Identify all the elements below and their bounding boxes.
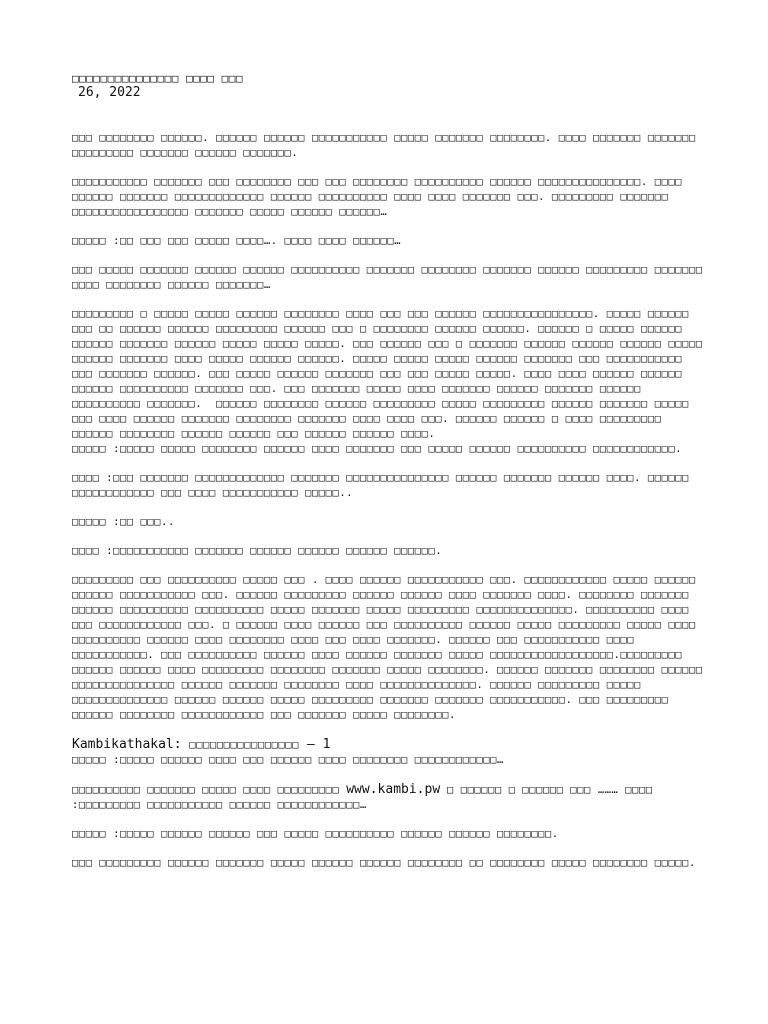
dialogue-line: □□□□ :□□□ □□□□□□□ □□□□□□□□□□□□□ □□□□□□□ □□□□□□□□□□□□□□□ □□□□□□ □□□□□□□ □□□□□□ □□□□. □□□□□□ □□□□□□□□□□□□ □□□ □□□□ □□□□□□□□□□□ □□□□□..	[72, 472, 696, 499]
site-paragraph	[72, 782, 708, 813]
author-byline: □□□□□□□□□□□□□□□ □□□□ □□□	[72, 72, 243, 85]
paragraph: □□□ □□□□□□□□ □□□□□□. □□□□□□ □□□□□□ □□□□□□□□□□□ □□□□□ □□□□□□□ □□□□□□□□. □□□□ □□□□□□□ □□□□□□□ □□□□□□□□□ □□□□□□□ □□□□□□ □□□□□□□.	[72, 132, 703, 159]
site-link[interactable]: www.kambi.pw	[346, 782, 441, 797]
dialogue-line: □□□□□ :□□ □□□ □□□ □□□□□ □□□□…. □□□□ □□□□ □□□□□□…	[72, 235, 402, 247]
related-story-suffix: – 1	[299, 737, 331, 752]
post-date: 26, 2022	[78, 85, 141, 100]
paragraph: □□□ □□□□□ □□□□□□□ □□□□□□ □□□□□□ □□□□□□□□□□ □□□□□□□ □□□□□□□□ □□□□□□□ □□□□□□ □□□□□□□□□ □□□□□□□ □□□□ □□□□□□□□ □□□□□□ □□□□□□□…	[72, 264, 710, 291]
site-text-before: □□□□□□□□□□ □□□□□□□ □□□□□ □□□□ □□□□□□□□□	[72, 784, 347, 796]
paragraph: □□□□□□□□□ □ □□□□□ □□□□□ □□□□□□ □□□□□□□□ □□□□ □□□ □□□ □□□□□□ □□□□□□□□□□□□□□□□. □□□□□ □□□□□□ □□□ □□ □□□□□□ □□□□□□ □□□□□□□□□ □□□□□□ □□□ □ □□□□□□□□ □□□□□□ □□□□□□. □□□□□□ □ □□□□□ □□□□□□ □□□□□□ □□□□□□□ □□□□□□ □□□□□ □□□□□ □□□□□. □□□ □□□□□□ □□□ □ □□□□□□□ □□□□□□ □□□□□□ □□□□□□ □□□□□ □□□□□□ □□□□□□□ □□□□ □□□□□ □□□□□□ □□□□□□. □□□□□ □□□□□ □□□□□ □□□□□□ □□□□□□□ □□□ □□□□□□□□□□□ □□□ □□□□□□□ □□□□□□. □□□ □□□□□ □□□□□□ □□□□□□□ □□□ □□□ □□□□□ □□□□□. □□□□ □□□□ □□□□□□ □□□□□□ □□□□□□ □□□□□□□□□□ □□□□□□□ □□□. □□□ □□□□□□□ □□□□□ □□□□ □□□□□□□ □□□□□□ □□□□□□□ □□□□□□ □□□□□□□□□□ □□□□□□□. □□□□□□ □□□□□□□□ □□□□□□ □□□□□□□□□ □□□□□ □□□□□□□□□ □□□□□□ □□□□□□□ □□□□□ □□□ □□□□ □□□□□□ □□□□□□□ □□□□□□□□ □□□□□□□ □□□□ □□□□ □□□. □□□□□□ □□□□□□ □ □□□□ □□□□□□□□□ □□□□□□ □□□□□□□□ □□□□□□ □□□□□□ □□□ □□□□□□ □□□□□□ □□□□.	[72, 308, 710, 440]
related-story-title: □□□□□□□□□□□□□□□□	[189, 739, 300, 751]
paragraph: □□□□□□□□□□□ □□□□□□□ □□□ □□□□□□□□ □□□ □□□ □□□□□□□□ □□□□□□□□□□ □□□□□□ □□□□□□□□□□□□□□□. □□□□ □□□□□□ □□□□□□□ □□□□□□□□□□□□□ □□□□□□ □□□□□□□□□□ □□□□ □□□□ □□□□□□□ □□□. □□□□□□□□□ □□□□□□□ □□□□□□□□□□□□□□□□□ □□□□□□□ □□□□□ □□□□□□ □□□□□□…	[72, 176, 690, 218]
dialogue-line: □□□□□ :□□□□□ □□□□□ □□□□□□□□ □□□□□□ □□□□ □□□□□□□ □□□ □□□□□ □□□□□□ □□□□□□□□□□ □□□□□□□□□□□□.	[72, 443, 683, 455]
dialogue-line: □□□□□ :□□□□□ □□□□□□ □□□□□□ □□□ □□□□□ □□□□□□□□□□ □□□□□□ □□□□□□ □□□□□□□□.	[72, 828, 559, 840]
related-story-link[interactable]	[72, 737, 708, 753]
paragraph: □□□□□□□□□ □□□ □□□□□□□□□□ □□□□□ □□□ . □□□□ □□□□□□ □□□□□□□□□□□ □□□. □□□□□□□□□□□□ □□□□□ □□□□□□ □□□□□□ □□□□□□□□□□□ □□□. □□□□□□ □□□□□□□□□ □□□□□□ □□□□□□ □□□□ □□□□□□□ □□□□. □□□□□□□□ □□□□□□□ □□□□□□ □□□□□□□□□□ □□□□□□□□□□ □□□□□ □□□□□□□ □□□□□ □□□□□□□□□ □□□□□□□□□□□□□□. □□□□□□□□□□ □□□□ □□□ □□□□□□□□□□□□ □□□. □ □□□□□□ □□□□ □□□□□□ □□□ □□□□□□□□□□ □□□□□□ □□□□□ □□□□□□□□□ □□□□□ □□□□ □□□□□□□□□□ □□□□□□ □□□□ □□□□□□□□ □□□□ □□□ □□□□ □□□□□□□. □□□□□□ □□□ □□□□□□□□□□□ □□□□ □□□□□□□□□□□. □□□ □□□□□□□□□□ □□□□□□ □□□□ □□□□□□ □□□□□□□ □□□□□ □□□□□□□□□□□□□□□□□□.□□□□□□□□□ □□□□□□ □□□□□□ □□□□ □□□□□□□□□ □□□□□□□□ □□□□□□□ □□□□□ □□□□□□□□. □□□□□□ □□□□□□□ □□□□□□□□ □□□□□□ □□□□□□□□□□□□□□□ □□□□□□ □□□□□□□ □□□□□□□□ □□□□ □□□□□□□□□□□□□□. □□□□□□ □□□□□□□□□ □□□□□ □□□□□□□□□□□□□□ □□□□□□ □□□□□□ □□□□□ □□□□□□□□□ □□□□□□□ □□□□□□□ □□□□□□□□□□□. □□□ □□□□□□□□□ □□□□□□ □□□□□□□□ □□□□□□□□□□□□ □□□ □□□□□□□ □□□□□ □□□□□□□□.	[72, 574, 710, 721]
dialogue-line: □□□□□ :□□□□□ □□□□□□ □□□□ □□□ □□□□□□ □□□□ □□□□□□□□ □□□□□□□□□□□□…	[72, 754, 504, 766]
site-text-after: □ □□□□□□ □ □□□□□□ □□□ ……… □□□□ :□□□□□□□□□ □□□□□□□□□□□ □□□□□□ □□□□□□□□□□□□…	[72, 784, 660, 811]
dialogue-line: □□□□□ :□□ □□□..	[72, 516, 175, 528]
related-story-label: Kambikathakal:	[72, 737, 190, 752]
dialogue-line: □□□□ :□□□□□□□□□□□ □□□□□□□ □□□□□□ □□□□□□ □□□□□□ □□□□□□.	[72, 545, 443, 557]
paragraph: □□□ □□□□□□□□□ □□□□□□ □□□□□□□ □□□□□ □□□□□□ □□□□□□ □□□□□□□□ □□ □□□□□□□□ □□□□□ □□□□□□□□ □□□□□.	[72, 857, 696, 869]
article-body	[72, 131, 708, 871]
